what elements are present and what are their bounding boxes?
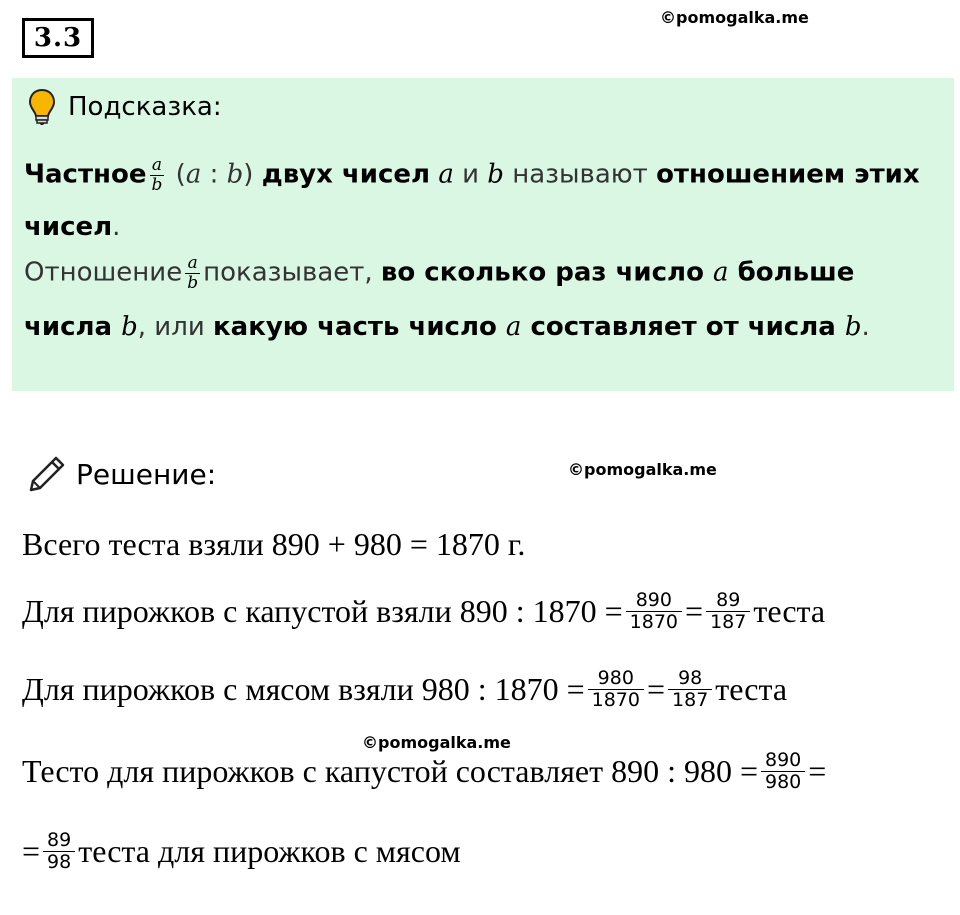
equals-sign: = — [646, 670, 666, 707]
hint-word: показывает, — [203, 257, 381, 288]
fraction-numerator: 89 — [47, 829, 72, 851]
solution-text: теста для пирожков с мясом — [78, 832, 461, 869]
paren-open: ( — [167, 159, 186, 190]
var-a: a — [185, 159, 202, 190]
var-b: b — [487, 159, 504, 190]
solution-text: Для пирожков с капустой взяли 890 : 1870 = — [22, 592, 623, 629]
solution-text: теста — [715, 670, 788, 707]
solution-line-2 — [22, 590, 825, 633]
hint-line-2 — [24, 214, 120, 240]
lightbulb-icon — [28, 88, 56, 126]
hint-line-4 — [24, 314, 870, 340]
fraction-denominator: 980 — [765, 770, 802, 793]
task-number: 3.3 — [33, 23, 83, 53]
equals-sign: = — [22, 832, 41, 869]
fraction — [588, 668, 644, 711]
solution-text: Тесто для пирожков с капустой составляет 890 : 980 = — [22, 752, 758, 789]
hint-header — [28, 88, 222, 126]
solution-line-5 — [22, 830, 461, 873]
hint-word: отношением этих — [656, 159, 920, 190]
colon: : — [201, 159, 227, 190]
var-b: b — [121, 312, 138, 342]
fraction — [761, 750, 805, 793]
solution-line-1 — [22, 526, 525, 563]
equals-sign: = — [685, 592, 704, 629]
fraction-denominator: b — [151, 174, 163, 195]
task-number-badge — [22, 18, 94, 58]
pencil-icon — [28, 455, 66, 493]
fraction-numerator: a — [151, 155, 163, 175]
watermark-top: ©pomogalka.me — [660, 8, 809, 27]
fraction — [43, 830, 75, 873]
watermark-bottom: ©pomogalka.me — [362, 733, 511, 752]
hint-line-3 — [24, 254, 854, 292]
hint-word: . — [861, 312, 870, 342]
hint-title: Подсказка: — [68, 92, 222, 122]
fraction-denominator: 1870 — [591, 688, 640, 711]
hint-word: Отношение — [24, 257, 183, 288]
equals-sign: = — [808, 752, 827, 789]
solution-header — [28, 455, 216, 493]
fraction-denominator: 1870 — [629, 610, 679, 633]
hint-word: и — [453, 159, 488, 190]
fraction-numerator: 890 — [635, 589, 672, 611]
hint-word: числа — [24, 312, 122, 342]
solution-text: теста — [753, 592, 826, 629]
hint-word: , или — [137, 312, 213, 342]
hint-word: составляет от числа — [521, 312, 845, 342]
fraction-denominator: b — [187, 272, 199, 293]
fraction-a-b — [185, 254, 200, 292]
fraction-numerator: a — [187, 253, 198, 273]
hint-word: больше — [728, 257, 855, 288]
solution-line-4 — [22, 750, 826, 793]
var-a: a — [713, 257, 729, 288]
solution-title: Решение: — [76, 457, 217, 491]
fraction-numerator: 89 — [716, 589, 741, 611]
watermark-middle: ©pomogalka.me — [568, 460, 717, 479]
fraction — [668, 668, 712, 711]
hint-word: двух чисел — [261, 159, 431, 190]
hint-word: называют — [503, 159, 657, 190]
var-b: b — [226, 159, 244, 190]
hint-word: Частное — [24, 159, 147, 190]
var-b: b — [844, 312, 862, 342]
hint-word: . — [112, 212, 121, 242]
var-a: a — [505, 312, 522, 342]
hint-word: чисел — [24, 212, 113, 242]
fraction-numerator: 890 — [765, 749, 802, 771]
hint-box — [12, 78, 954, 391]
solution-text: Всего теста взяли 890 + 980 = 1870 г. — [22, 526, 526, 562]
hint-word: какую часть число — [213, 312, 506, 342]
fraction-denominator: 98 — [47, 850, 72, 873]
solution-line-3 — [22, 668, 787, 711]
paren-close: ) — [243, 159, 262, 190]
fraction — [706, 590, 750, 633]
hint-word: во сколько раз число — [380, 257, 714, 288]
fraction-denominator: 187 — [672, 688, 709, 711]
var-a: a — [430, 159, 454, 190]
fraction-a-b — [150, 156, 165, 194]
fraction-numerator: 98 — [678, 667, 703, 689]
fraction-numerator: 980 — [597, 667, 634, 689]
fraction — [626, 590, 682, 633]
hint-line-1 — [24, 156, 920, 194]
fraction-denominator: 187 — [710, 610, 747, 633]
solution-text: Для пирожков с мясом взяли 980 : 1870 = — [22, 670, 585, 707]
